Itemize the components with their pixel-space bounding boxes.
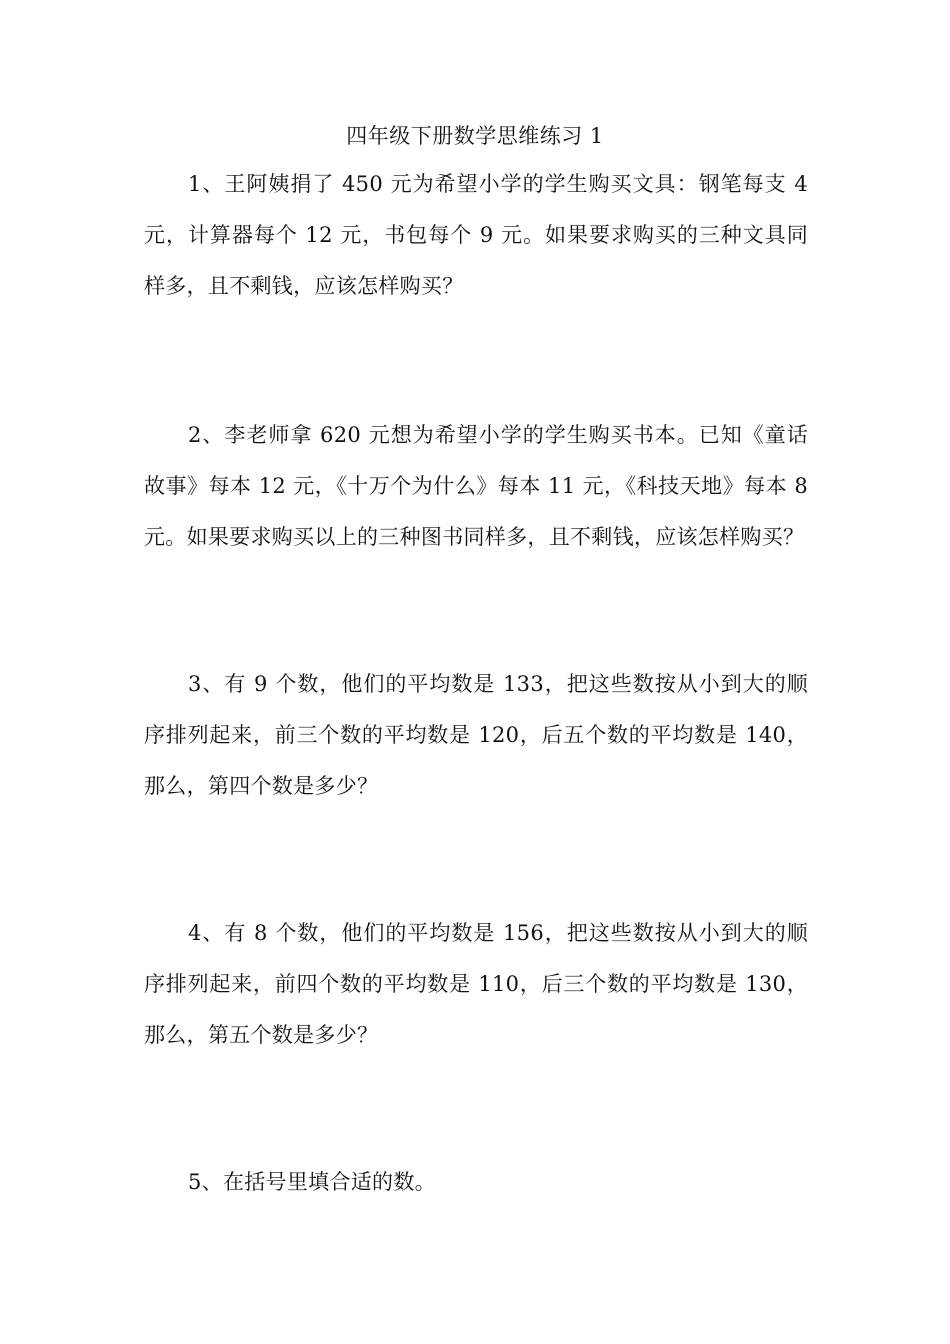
question-3: 3、有 9 个数，他们的平均数是 133，把这些数按从小到大的顺序排列起来，前三个数的平均数是 120，后五个数的平均数是 140，那么，第四个数是多少？ — [144, 672, 808, 798]
question-5: 5、在括号里填合适的数。 — [188, 1170, 436, 1194]
page-title: 四年级下册数学思维练习 1 — [346, 124, 604, 148]
question-1: 1、王阿姨捐了 450 元为希望小学的学生购买文具：钢笔每支 4 元，计算器每个 12 元，书包每个 9 元。如果要求购买的三种文具同样多，且不剩钱，应该怎样购买？ — [144, 172, 808, 298]
question-4: 4、有 8 个数，他们的平均数是 156，把这些数按从小到大的顺序排列起来，前四个数的平均数是 110，后三个数的平均数是 130，那么，第五个数是多少？ — [144, 921, 808, 1047]
question-2: 2、李老师拿 620 元想为希望小学的学生购买书本。已知《童话故事》每本 12 元，《十万个为什么》每本 11 元，《科技天地》每本 8 元。如果要求购买以上的三种图书同样多，且不剩钱，应该怎样购买？ — [144, 423, 808, 549]
